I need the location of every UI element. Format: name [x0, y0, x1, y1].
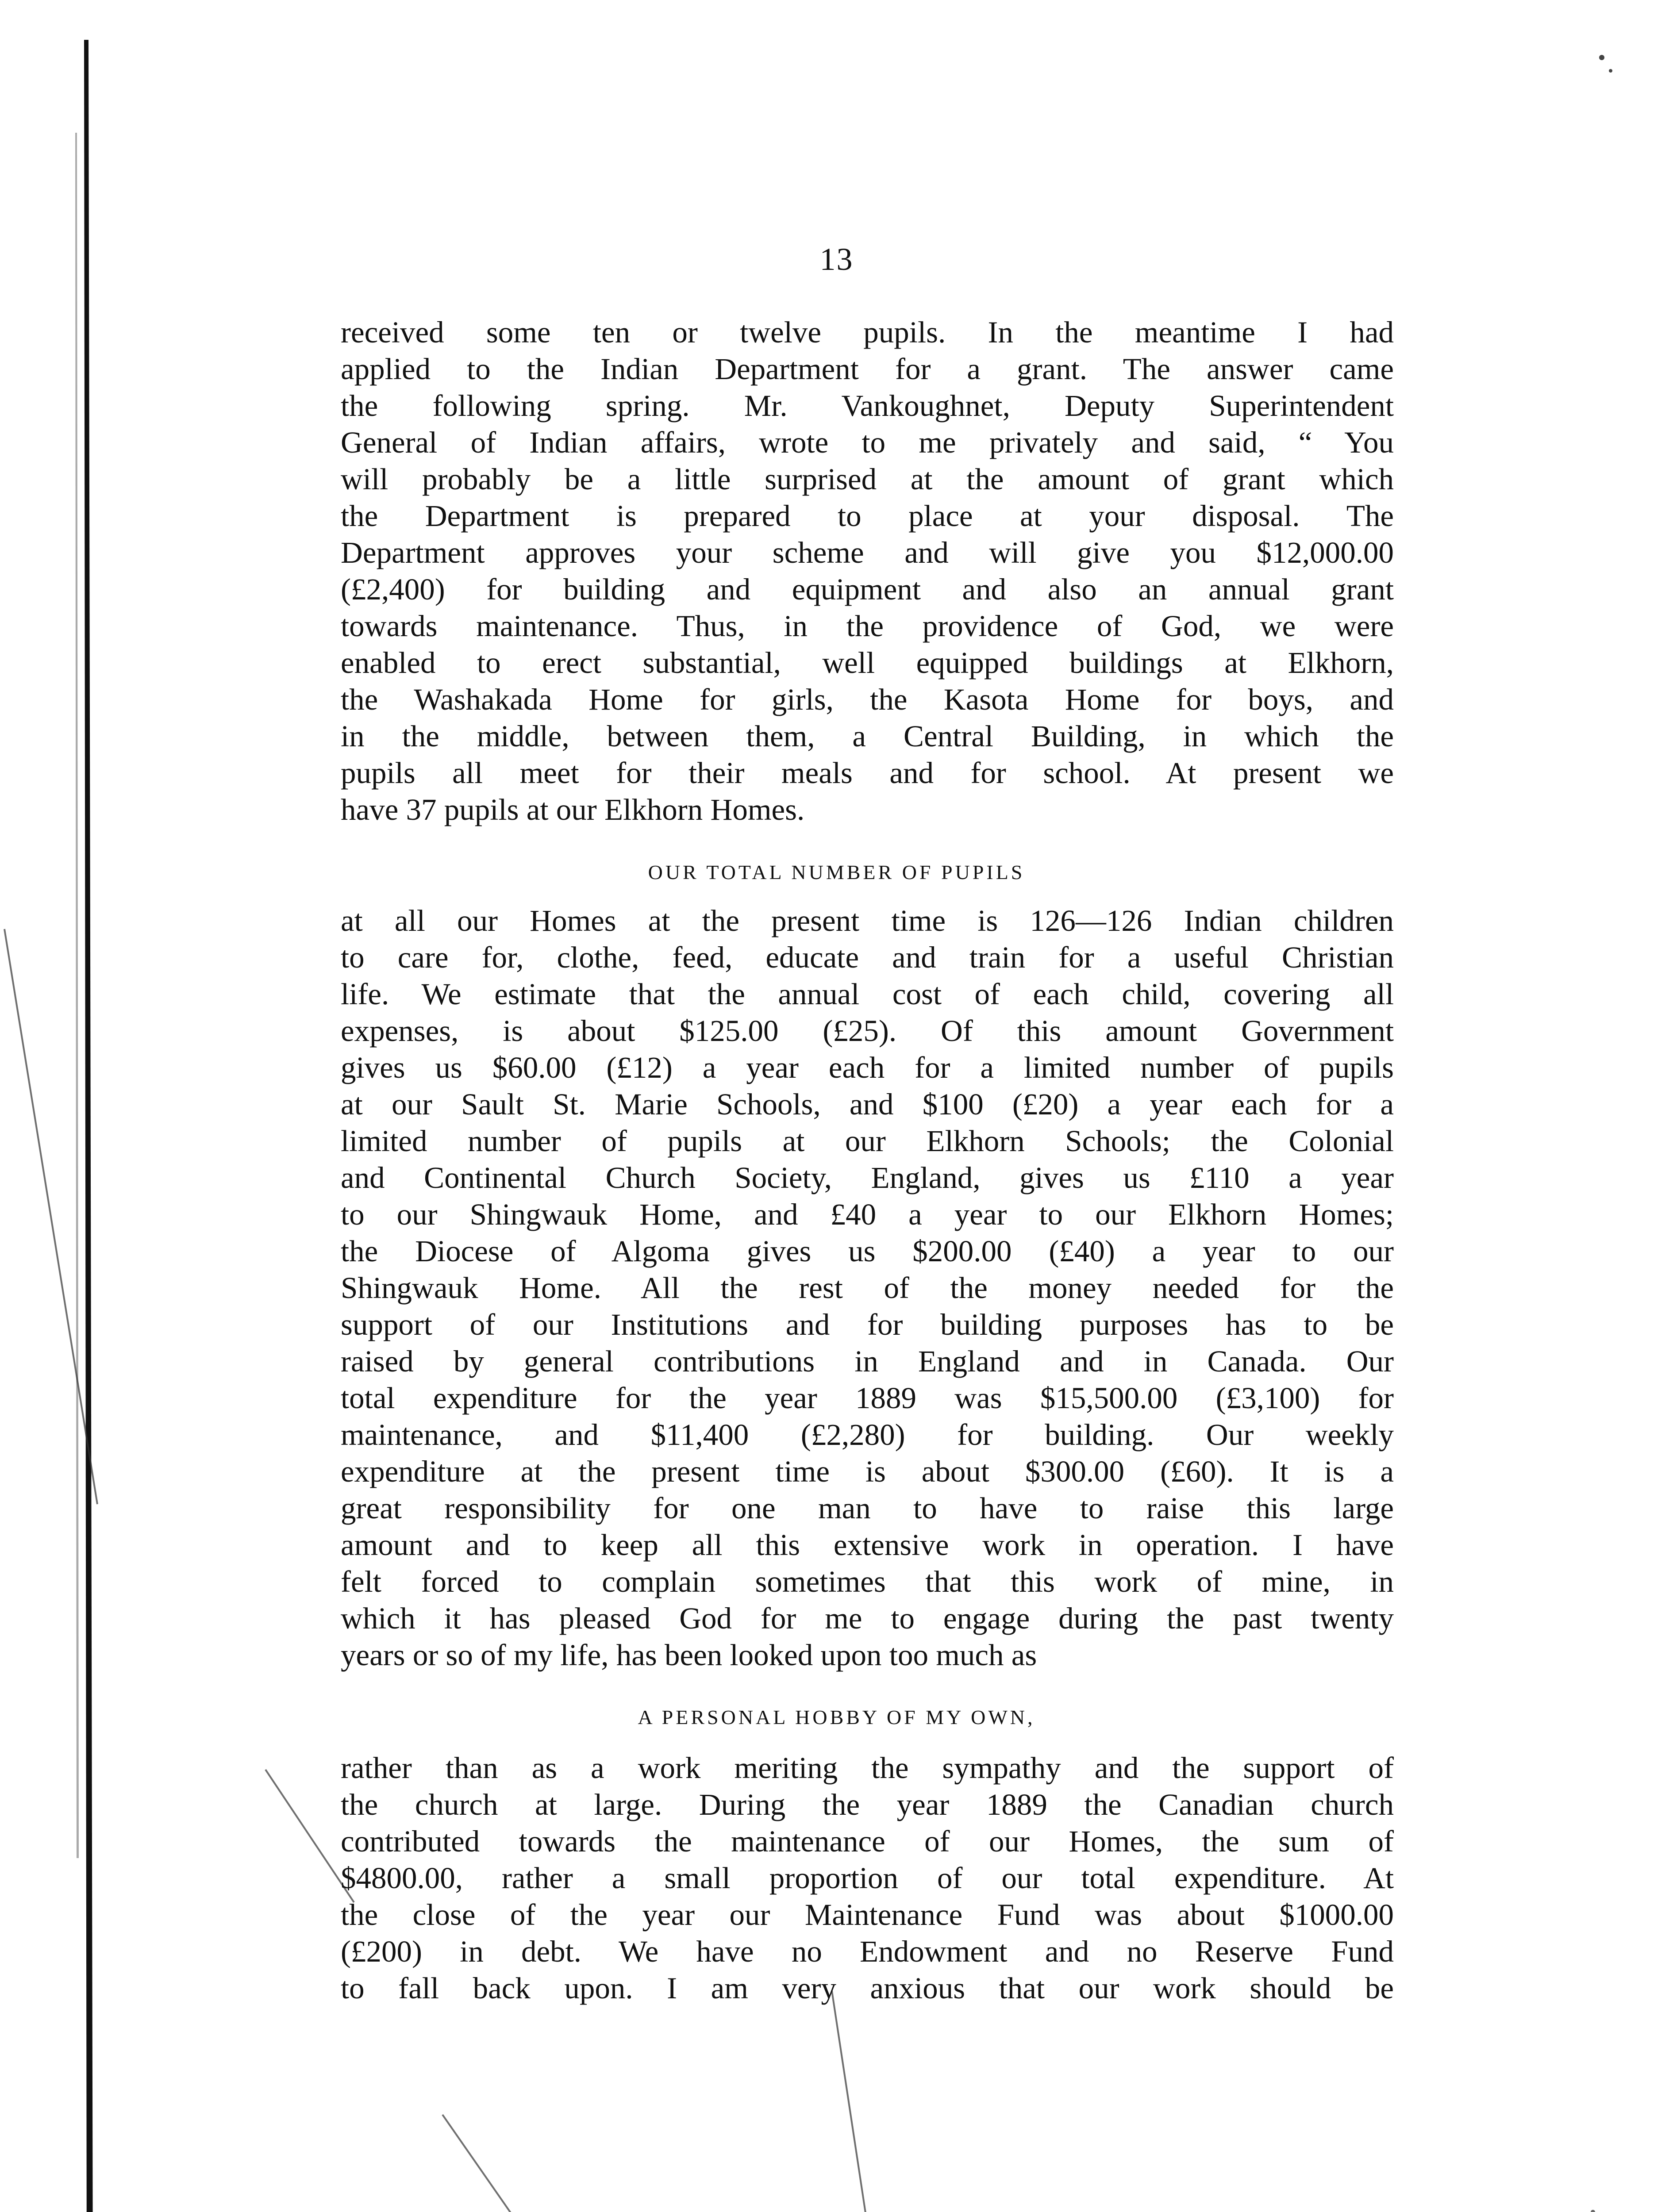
text-line: in the middle, between them, a Central Building, in which the: [341, 719, 1394, 753]
text-line: total expenditure for the year 1889 was $15,500.00 (£3,100) for: [341, 1381, 1394, 1415]
text-line: to fall back upon. I am very anxious that our work should be: [341, 1971, 1394, 2005]
paragraph-2: [341, 902, 1394, 1674]
text-line: gives us $60.00 (£12) a year each for a limited number of pupils: [341, 1051, 1394, 1084]
text-line: expenditure at the present time is about $300.00 (£60). It is a: [341, 1455, 1394, 1488]
text-line: contributed towards the maintenance of our Homes, the sum of: [341, 1824, 1394, 1858]
text-line: will probably be a little surprised at the amount of grant which: [341, 462, 1394, 496]
text-line: raised by general contributions in England and in Canada. Our: [341, 1344, 1394, 1378]
text-line: (£2,400) for building and equipment and also an annual grant: [341, 572, 1394, 606]
text-line: $4800.00, rather a small proportion of our total expenditure. At: [341, 1861, 1394, 1895]
text-line: years or so of my life, has been looked upon too much as: [341, 1638, 1037, 1672]
text-line: pupils all meet for their meals and for school. At present we: [341, 756, 1394, 790]
text-line: expenses, is about $125.00 (£25). Of this amount Government: [341, 1014, 1394, 1048]
text-line: the close of the year our Maintenance Fund was about $1000.00: [341, 1898, 1394, 1932]
section-heading: A PERSONAL HOBBY OF MY OWN,: [638, 1706, 1035, 1728]
text-line: to care for, clothe, feed, educate and train for a useful Christian: [341, 941, 1394, 974]
text-line: maintenance, and $11,400 (£2,280) for building. Our weekly: [341, 1418, 1394, 1452]
text-line: to our Shingwauk Home, and £40 a year to our Elkhorn Homes;: [341, 1198, 1394, 1231]
text-line: the church at large. During the year 1889 the Canadian church: [341, 1788, 1394, 1821]
text-line: great responsibility for one man to have to raise this large: [341, 1491, 1394, 1525]
text-line: received some ten or twelve pupils. In the meantime I had: [341, 315, 1394, 349]
text-line: have 37 pupils at our Elkhorn Homes.: [341, 793, 805, 826]
text-line: and Continental Church Society, England, gives us £110 a year: [341, 1161, 1394, 1194]
text-line: rather than as a work meriting the sympathy and the support of: [341, 1751, 1394, 1785]
text-line: the Washakada Home for girls, the Kasota Home for boys, and: [341, 683, 1394, 716]
text-line: life. We estimate that the annual cost of each child, covering all: [341, 977, 1394, 1011]
paragraph-3: [341, 1750, 1394, 2007]
text-line: the following spring. Mr. Vankoughnet, Deputy Superintendent: [341, 389, 1394, 422]
text-line: Shingwauk Home. All the rest of the money needed for the: [341, 1271, 1394, 1305]
text-line: applied to the Indian Department for a grant. The answer came: [341, 352, 1394, 386]
section-heading: OUR TOTAL NUMBER OF PUPILS: [648, 861, 1025, 883]
paragraph-1: [341, 314, 1394, 828]
text-line: the Department is prepared to place at your disposal. The: [341, 499, 1394, 533]
text-line: support of our Institutions and for building purposes has to be: [341, 1308, 1394, 1341]
text-line: General of Indian affairs, wrote to me privately and said, “ You: [341, 426, 1394, 459]
text-line: limited number of pupils at our Elkhorn Schools; the Colonial: [341, 1124, 1394, 1158]
text-line: at our Sault St. Marie Schools, and $100 (£20) a year each for a: [341, 1087, 1394, 1121]
text-line: (£200) in debt. We have no Endowment and no Reserve Fund: [341, 1935, 1394, 1968]
text-line: enabled to erect substantial, well equipped buildings at Elkhorn,: [341, 646, 1394, 680]
text-line: at all our Homes at the present time is 126—126 Indian children: [341, 904, 1394, 937]
text-line: the Diocese of Algoma gives us $200.00 (£40) a year to our: [341, 1234, 1394, 1268]
page-number: 13: [819, 242, 854, 277]
text-line: which it has pleased God for me to engage during the past twenty: [341, 1601, 1394, 1635]
text-line: amount and to keep all this extensive work in operation. I have: [341, 1528, 1394, 1562]
text-line: towards maintenance. Thus, in the providence of God, we were: [341, 609, 1394, 643]
text-line: felt forced to complain sometimes that this work of mine, in: [341, 1565, 1394, 1598]
text-line: Department approves your scheme and will give you $12,000.00: [341, 536, 1394, 569]
